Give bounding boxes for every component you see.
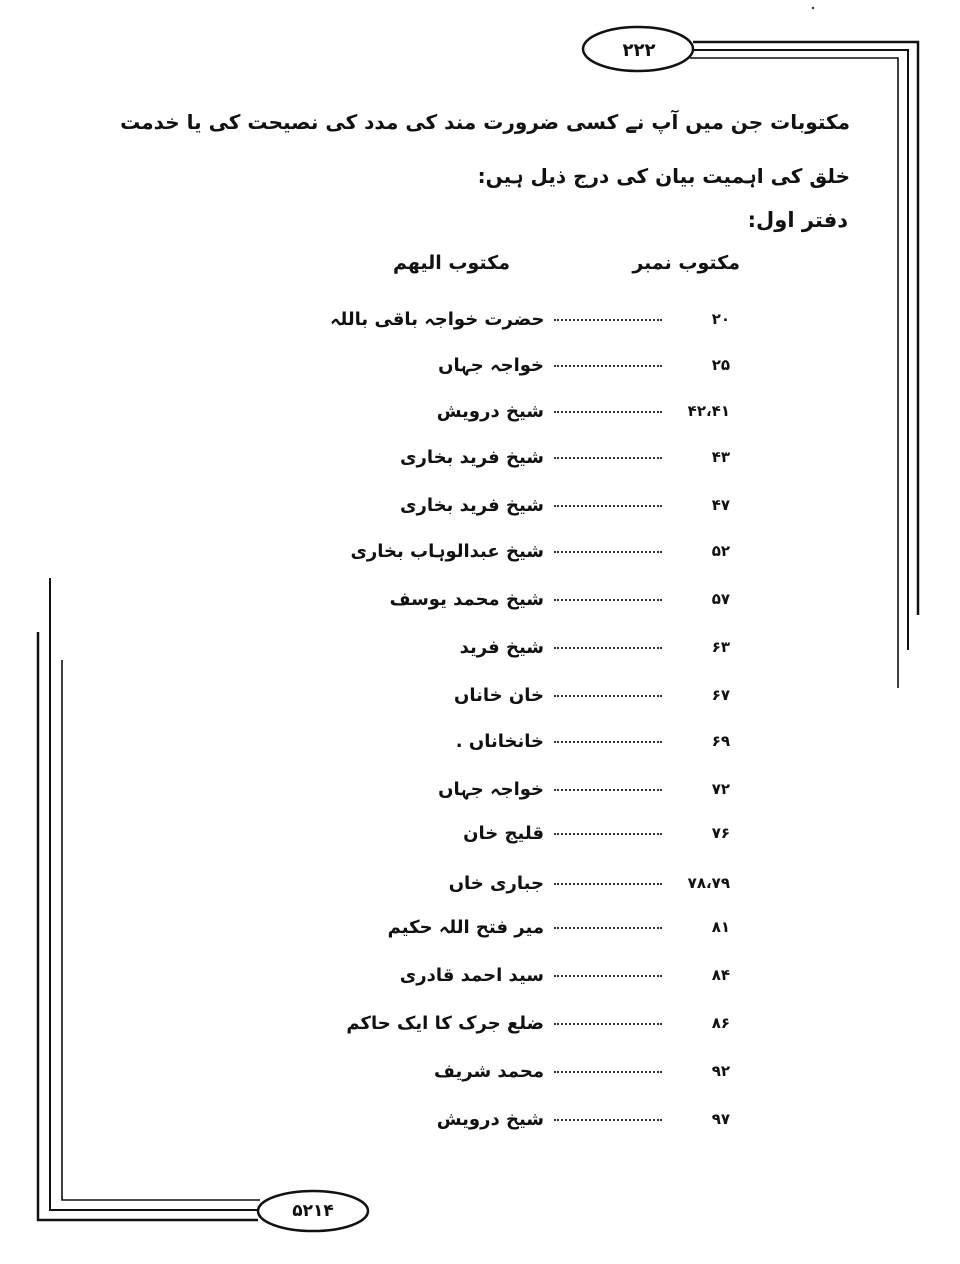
letter-number: ۵۷ [711, 590, 730, 608]
list-item [330, 868, 730, 898]
list-item [330, 1008, 730, 1038]
list-item [330, 490, 730, 520]
recipient-name: شیخ محمد یوسف [389, 588, 544, 610]
recipient-name: جباری خاں [448, 872, 544, 894]
list-item [330, 1056, 730, 1086]
letter-number: ۸۱ [711, 918, 730, 936]
list-item [330, 912, 730, 942]
recipient-name: ضلع جرک کا ایک حاکم [346, 1012, 544, 1034]
dot-leader [554, 788, 662, 791]
recipient-name: حضرت خواجہ باقی باللہ [330, 308, 545, 330]
recipient-name: شیخ فرید بخاری [399, 446, 544, 468]
list-item [330, 774, 730, 804]
recipient-name: محمد شریف [434, 1060, 544, 1082]
recipient-name: شیخ درویش [436, 400, 544, 422]
dot-leader [554, 1070, 662, 1073]
section-title: دفتر اول: [747, 208, 848, 232]
list-item [330, 584, 730, 614]
intro-paragraph: مکتوبات جن میں آپ نے کسی ضرورت مند کی مدد کی نصیحت کی یا خدمت خلق کی اہمیت بیان کی درج ذیل ہیں: [120, 110, 850, 188]
dot-leader [554, 598, 662, 601]
letter-number: ۵۲ [711, 542, 730, 560]
recipient-name: شیخ فرید [459, 636, 544, 658]
dot-leader [554, 318, 662, 321]
dot-leader [554, 974, 662, 977]
list-item [330, 632, 730, 662]
recipient-name: شیخ درویش [436, 1108, 544, 1130]
page-number-top: ۲۲۲ [622, 39, 656, 61]
dot-leader [554, 456, 662, 459]
letter-number: ۶۷ [711, 686, 730, 704]
recipient-name: خواجہ جہاں [438, 778, 544, 800]
letter-number: ۴۷ [711, 496, 730, 514]
list-item [330, 536, 730, 566]
letter-number: ۸۶ [711, 1014, 730, 1032]
dot-leader [554, 740, 662, 743]
letter-number: ۷۲ [711, 780, 730, 798]
recipient-name: قلیج خان [463, 822, 544, 844]
dot-leader [554, 694, 662, 697]
column-header-number: مکتوب نمبر [632, 252, 740, 274]
dot-leader [554, 832, 662, 835]
recipient-name: خواجہ جہاں [438, 354, 544, 376]
letter-number: ۷۶ [711, 824, 730, 842]
recipient-name: میر فتح اللہ حکیم [387, 916, 544, 938]
recipient-name: سید احمد قادری [399, 964, 544, 986]
letter-number: ۲۰ [711, 310, 730, 328]
recipient-name: شیخ عبدالوہاب بخاری [350, 540, 544, 562]
letter-number: ۶۳ [711, 638, 730, 656]
letter-number: ۴۳ [711, 448, 730, 466]
letter-number: ۹۷ [711, 1110, 730, 1128]
list-item [330, 960, 730, 990]
list-item [330, 726, 730, 756]
recipient-name: شیخ فرید بخاری [399, 494, 544, 516]
list-item [330, 1104, 730, 1134]
list-item [330, 304, 730, 334]
letter-number: ۹۲ [711, 1062, 730, 1080]
column-header-recipient: مکتوب الیھم [392, 252, 510, 274]
letter-number: ۷۸،۷۹ [687, 874, 730, 892]
recipient-name: خانخاناں . [455, 730, 544, 752]
list-item [330, 396, 730, 426]
letter-number: ۸۴ [711, 966, 730, 984]
dot-leader [554, 410, 662, 413]
dot-leader [554, 646, 662, 649]
list-item [330, 350, 730, 380]
letter-number: ۶۹ [711, 732, 730, 750]
letter-number: ۲۵ [711, 356, 730, 374]
dot-leader [554, 364, 662, 367]
letter-number: ۴۲،۴۱ [687, 402, 730, 420]
list-item [330, 680, 730, 710]
dot-leader [554, 926, 662, 929]
dot-leader [554, 1118, 662, 1121]
list-item [330, 818, 730, 848]
dot-leader [554, 550, 662, 553]
dot-leader [554, 1022, 662, 1025]
recipient-name: خان خاناں [454, 684, 544, 706]
dot-leader [554, 504, 662, 507]
dot-leader [554, 882, 662, 885]
list-item [330, 442, 730, 472]
page-number-bottom: ۵۲۱۴ [292, 1201, 334, 1221]
